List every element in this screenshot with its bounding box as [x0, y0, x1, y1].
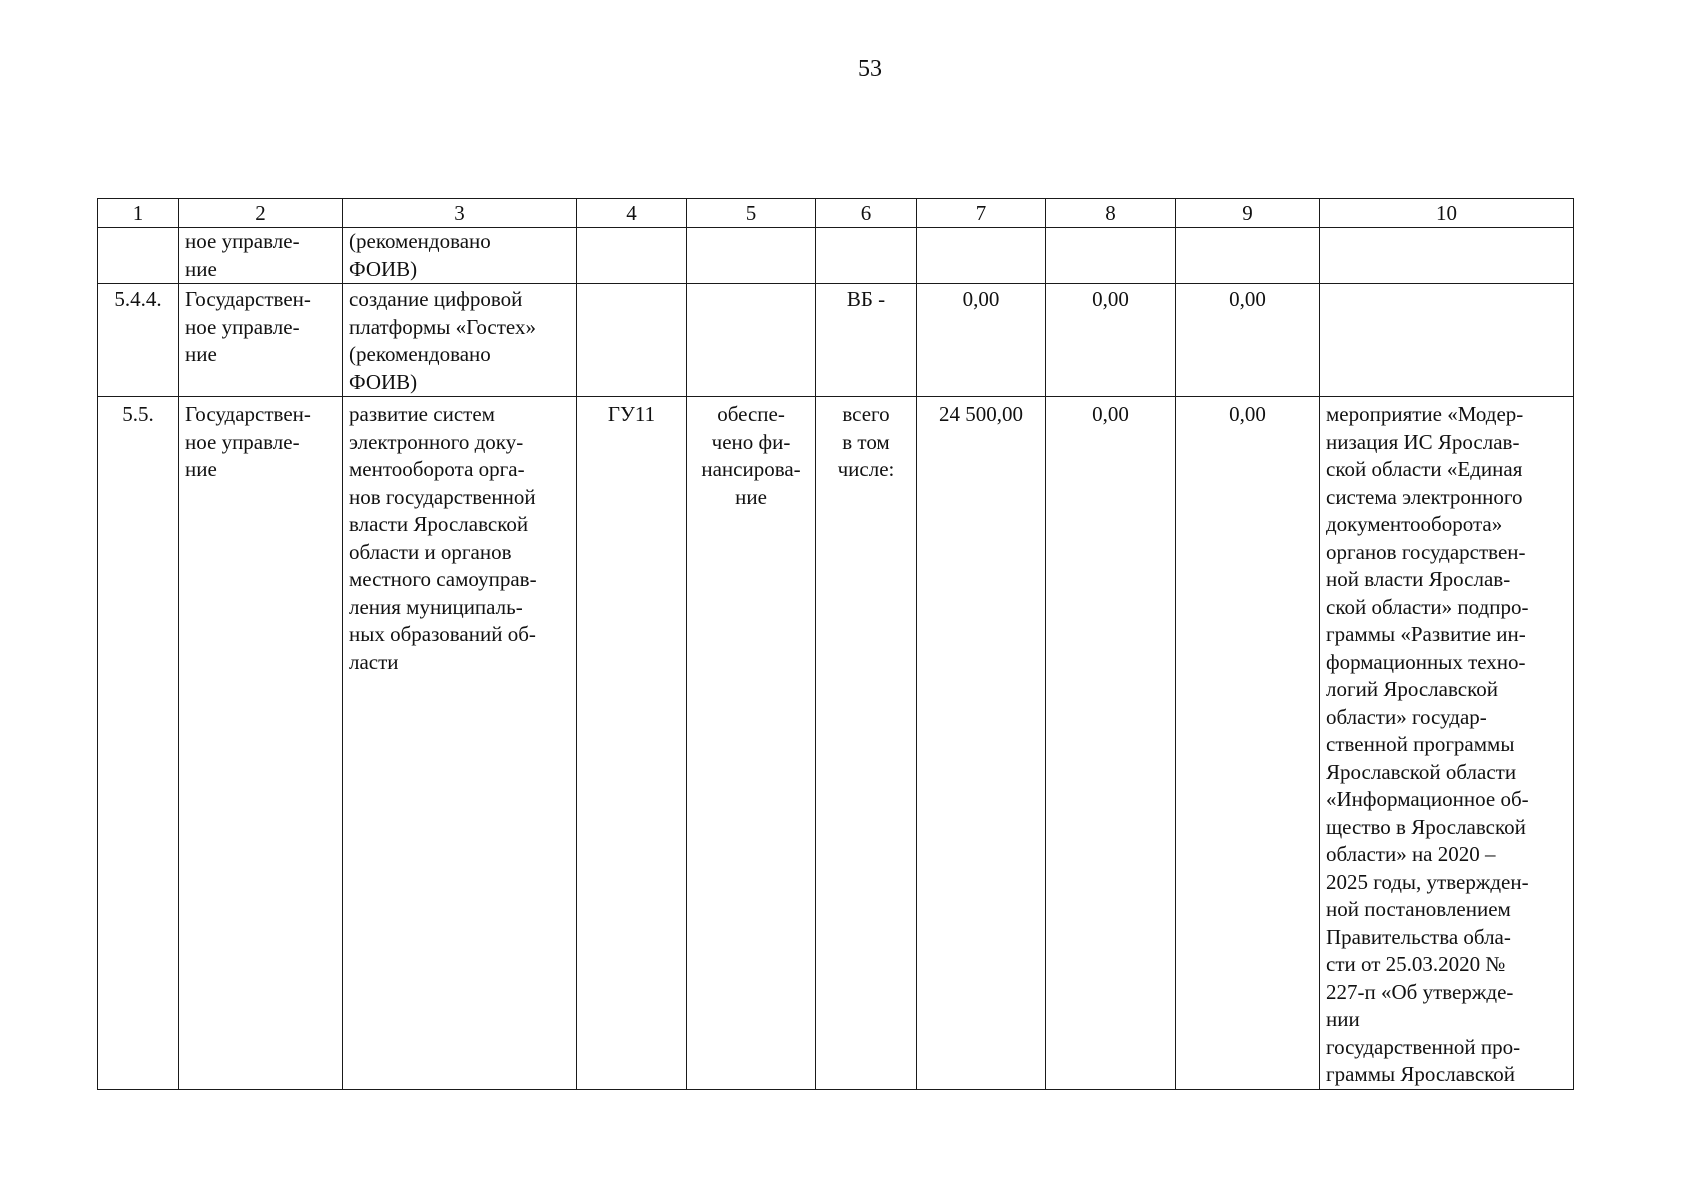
column-header-7: 7	[917, 199, 1046, 228]
cell-note: мероприятие «Модер- низация ИС Ярослав- ской области «Единая система электронного документооборота» органов государствен- ной власти Ярослав- ской области» подпро- граммы «Развитие ин- формационных техно- логий Ярославской области» государ- ственной программы Ярославской области «Информационное об- щество в Ярославской области» на 2020 – 2025 годы, утвержден- ной постановлением Правительства обла- сти от 25.03.2020 № 227-п «Об утвержде- нии государственной про- граммы Ярославской	[1320, 397, 1574, 1090]
column-header-5: 5	[687, 199, 816, 228]
column-header-4: 4	[577, 199, 687, 228]
column-header-6: 6	[816, 199, 917, 228]
cell-number: 5.5.	[98, 397, 179, 1090]
cell-source: ВБ -	[816, 284, 917, 397]
cell-value-7	[917, 228, 1046, 284]
cell-task: развитие систем электронного доку- ментооборота орга- нов государственной власти Ярославской области и органов местного самоуправ- ления муниципаль- ных образований об- ласти	[343, 397, 577, 1090]
cell-number: 5.4.4.	[98, 284, 179, 397]
table-row-5-5	[98, 397, 1574, 1090]
column-header-2: 2	[179, 199, 343, 228]
cell-task: создание цифровой платформы «Гостех» (рекомендовано ФОИВ)	[343, 284, 577, 397]
page-number: 53	[858, 56, 882, 82]
cell-area: Государствен- ное управле- ние	[179, 284, 343, 397]
cell-code	[577, 284, 687, 397]
header-row	[98, 199, 1574, 228]
column-header-9: 9	[1176, 199, 1320, 228]
cell-area: ное управле- ние	[179, 228, 343, 284]
cell-note	[1320, 284, 1574, 397]
cell-value-8: 0,00	[1046, 284, 1176, 397]
cell-code: ГУ11	[577, 397, 687, 1090]
cell-code	[577, 228, 687, 284]
cell-area: Государствен- ное управле- ние	[179, 397, 343, 1090]
table-row-5-4-4	[98, 284, 1574, 397]
cell-indicator	[687, 284, 816, 397]
cell-source: всего в том числе:	[816, 397, 917, 1090]
column-header-8: 8	[1046, 199, 1176, 228]
cell-value-7: 24 500,00	[917, 397, 1046, 1090]
column-header-1: 1	[98, 199, 179, 228]
data-table	[97, 198, 1574, 1090]
cell-source	[816, 228, 917, 284]
cell-indicator: обеспе- чено фи- нансирова- ние	[687, 397, 816, 1090]
column-header-10: 10	[1320, 199, 1574, 228]
column-header-3: 3	[343, 199, 577, 228]
cell-value-7: 0,00	[917, 284, 1046, 397]
table-row-continuation	[98, 228, 1574, 284]
cell-number	[98, 228, 179, 284]
cell-value-8: 0,00	[1046, 397, 1176, 1090]
cell-value-9: 0,00	[1176, 397, 1320, 1090]
cell-value-8	[1046, 228, 1176, 284]
cell-value-9	[1176, 228, 1320, 284]
cell-task: (рекомендовано ФОИВ)	[343, 228, 577, 284]
cell-note	[1320, 228, 1574, 284]
cell-indicator	[687, 228, 816, 284]
cell-value-9: 0,00	[1176, 284, 1320, 397]
